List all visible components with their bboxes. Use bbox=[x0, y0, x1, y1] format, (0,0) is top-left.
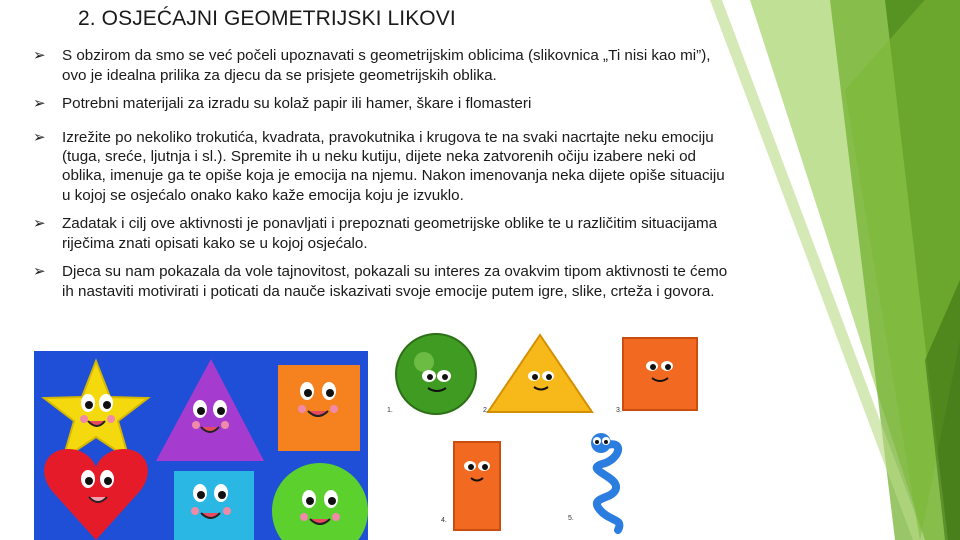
bullet-text: Potrebni materijali za izradu su kolaž papir ili hamer, škare i flomasteri bbox=[62, 95, 532, 112]
slide-title: 2. OSJEĆAJNI GEOMETRIJSKI LIKOVI bbox=[78, 7, 456, 30]
shape-label-1: 1. bbox=[387, 407, 393, 414]
arrowhead-bullet-icon: ➢ bbox=[33, 47, 46, 64]
bullet-text: S obzirom da smo se već počeli upoznavati s geometrijskim oblicima (slikovnica „Ti nisi kao mi”), ovo je idealna prilika za djecu da se prisjete geometrijskih oblika. bbox=[62, 47, 711, 84]
numbered-emotion-shapes-illustration bbox=[380, 330, 710, 540]
bullet-item bbox=[33, 128, 733, 206]
shape-label-4: 4. bbox=[441, 517, 447, 524]
bullet-list bbox=[33, 46, 733, 310]
shape-label-3: 3. bbox=[616, 407, 622, 414]
bullet-item bbox=[33, 214, 733, 253]
bullet-text: Djeca su nam pokazala da vole tajnovitost, pokazali su interes za ovakvim tipom aktivnosti te ćemo ih nastaviti motivirati i poticati da nauče iskazivati svoje emocije putem igre, slike, crteža i govora. bbox=[62, 263, 728, 300]
bullet-text: Izrežite po nekoliko trokutića, kvadrata, pravokutnika i krugova te na svaki nacrtajte neku emociju (tuga, sreće, ljutnja i sl.). Spremite ih u neku kutiju, dijete neka zatvorenih očiju izabere neki od oblika, imenuje ga te opiše koja je emocija na njemu. Nakon imenovanja neka dijete opiše situaciju u kojoj se osjećalo onako kako kaže emocija koju je izvuklo. bbox=[62, 128, 725, 204]
bullet-item bbox=[33, 46, 733, 85]
shape-label-2: 2. bbox=[483, 407, 489, 414]
rectangle-face-icon bbox=[174, 471, 254, 540]
bullet-item bbox=[33, 94, 733, 114]
arrowhead-bullet-icon: ➢ bbox=[33, 263, 46, 281]
orange-square-face-icon bbox=[623, 338, 697, 410]
decorative-green-shapes bbox=[710, 0, 960, 540]
shape-label-5: 5. bbox=[568, 515, 574, 522]
arrowhead-bullet-icon: ➢ bbox=[33, 215, 46, 233]
orange-rectangle-face-icon bbox=[454, 442, 500, 530]
bullet-item bbox=[33, 262, 733, 301]
arrowhead-bullet-icon: ➢ bbox=[33, 95, 46, 112]
square-face-icon bbox=[278, 365, 360, 451]
arrowhead-bullet-icon: ➢ bbox=[33, 128, 46, 146]
bullet-text: Zadatak i cilj ove aktivnosti je ponavljati i prepoznati geometrijske oblike te u različitim situacijama riječima znati opisati kako se u kojoj osjećalo. bbox=[62, 215, 718, 252]
smiling-shapes-illustration bbox=[34, 351, 368, 540]
green-circle-face-icon bbox=[396, 334, 476, 414]
